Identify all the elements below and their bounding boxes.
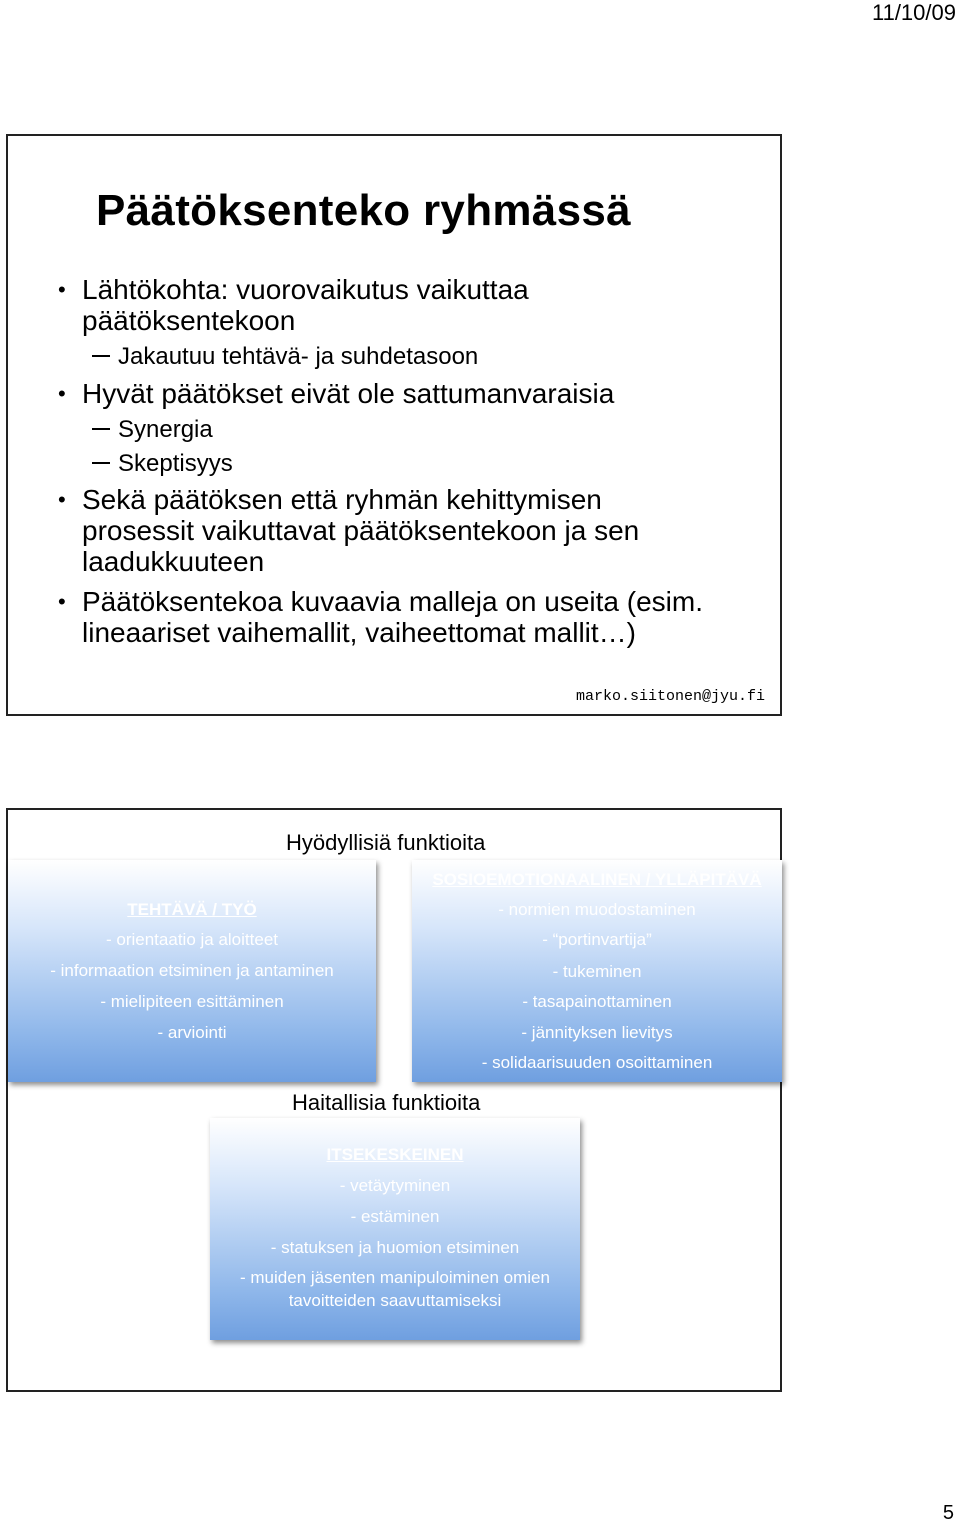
author-email: marko.siitonen@jyu.fi	[576, 688, 766, 705]
slide-group-functions	[6, 808, 782, 1392]
useful-functions-heading: Hyödyllisiä funktioita	[286, 830, 486, 855]
dash-icon	[92, 355, 110, 357]
sub-bullet-item	[92, 343, 478, 371]
list-item: tavoitteiden saavuttamiseksi	[288, 1291, 502, 1310]
socio-box-title: SOSIOEMOTIONAALINEN / YLLÄPITÄVÄ	[432, 870, 762, 889]
task-box-title: TEHTÄVÄ / TYÖ	[127, 900, 257, 919]
task-function-box	[8, 860, 376, 1082]
list-item: - tasapainottaminen	[522, 992, 672, 1011]
bullet-icon: •	[58, 487, 66, 512]
socio-emotional-function-box	[412, 860, 782, 1082]
sub-bullet-item	[92, 450, 233, 478]
self-box-title: ITSEKESKEINEN	[326, 1145, 464, 1164]
list-item: - jännityksen lievitys	[521, 1023, 673, 1042]
bullet-text: Sekä päätöksen että ryhmän kehittymisen	[82, 484, 602, 515]
list-item: - orientaatio ja aloitteet	[106, 930, 278, 949]
bullet-text: Päätöksentekoa kuvaavia malleja on useita (esim.	[82, 586, 704, 617]
header-date: 11/10/09	[871, 0, 956, 25]
bullet-text: Hyvät päätökset eivät ole sattumanvaraisia	[82, 378, 615, 409]
list-item: - vetäytyminen	[339, 1176, 451, 1195]
bullet-text: Lähtökohta: vuorovaikutus vaikuttaa	[82, 274, 529, 305]
bullet-text: lineaariset vaihemallit, vaiheettomat mallit…)	[82, 617, 636, 648]
bullet-text: laadukkuuteen	[82, 546, 265, 577]
list-item: - estäminen	[350, 1207, 440, 1226]
list-item: - informaation etsiminen ja antaminen	[50, 961, 334, 980]
bullet-text: päätöksentekoon	[82, 305, 296, 336]
bullet-list	[8, 136, 780, 714]
page-number: 5	[942, 1502, 954, 1524]
list-item: - statuksen ja huomion etsiminen	[270, 1238, 520, 1257]
bullet-icon: •	[58, 589, 66, 614]
bullet-icon: •	[58, 277, 66, 302]
sub-bullet-text: Synergia	[118, 416, 213, 443]
sub-bullet-text: Skeptisyys	[118, 450, 233, 477]
slide-title: Päätöksenteko ryhmässä	[96, 186, 631, 235]
list-item: - mielipiteen esittäminen	[100, 992, 284, 1011]
list-item: - “portinvartija”	[542, 930, 652, 949]
slide-decision-making	[6, 134, 782, 716]
list-item: - muiden jäsenten manipuloiminen omien	[240, 1268, 550, 1287]
list-item: - solidaarisuuden osoittaminen	[481, 1053, 713, 1072]
self-centered-function-box	[210, 1118, 580, 1340]
list-item: - tukeminen	[552, 962, 642, 981]
bullet-icon: •	[58, 381, 66, 406]
dash-icon	[92, 462, 110, 464]
bullet-text: prosessit vaikuttavat päätöksentekoon ja sen	[82, 515, 640, 546]
sub-bullet-item	[92, 416, 213, 444]
sub-bullet-text: Jakautuu tehtävä- ja suhdetasoon	[118, 343, 479, 370]
harmful-functions-heading: Haitallisia funktioita	[292, 1090, 481, 1115]
list-item: - normien muodostaminen	[498, 900, 696, 919]
list-item: - arviointi	[157, 1023, 227, 1042]
dash-icon	[92, 428, 110, 430]
